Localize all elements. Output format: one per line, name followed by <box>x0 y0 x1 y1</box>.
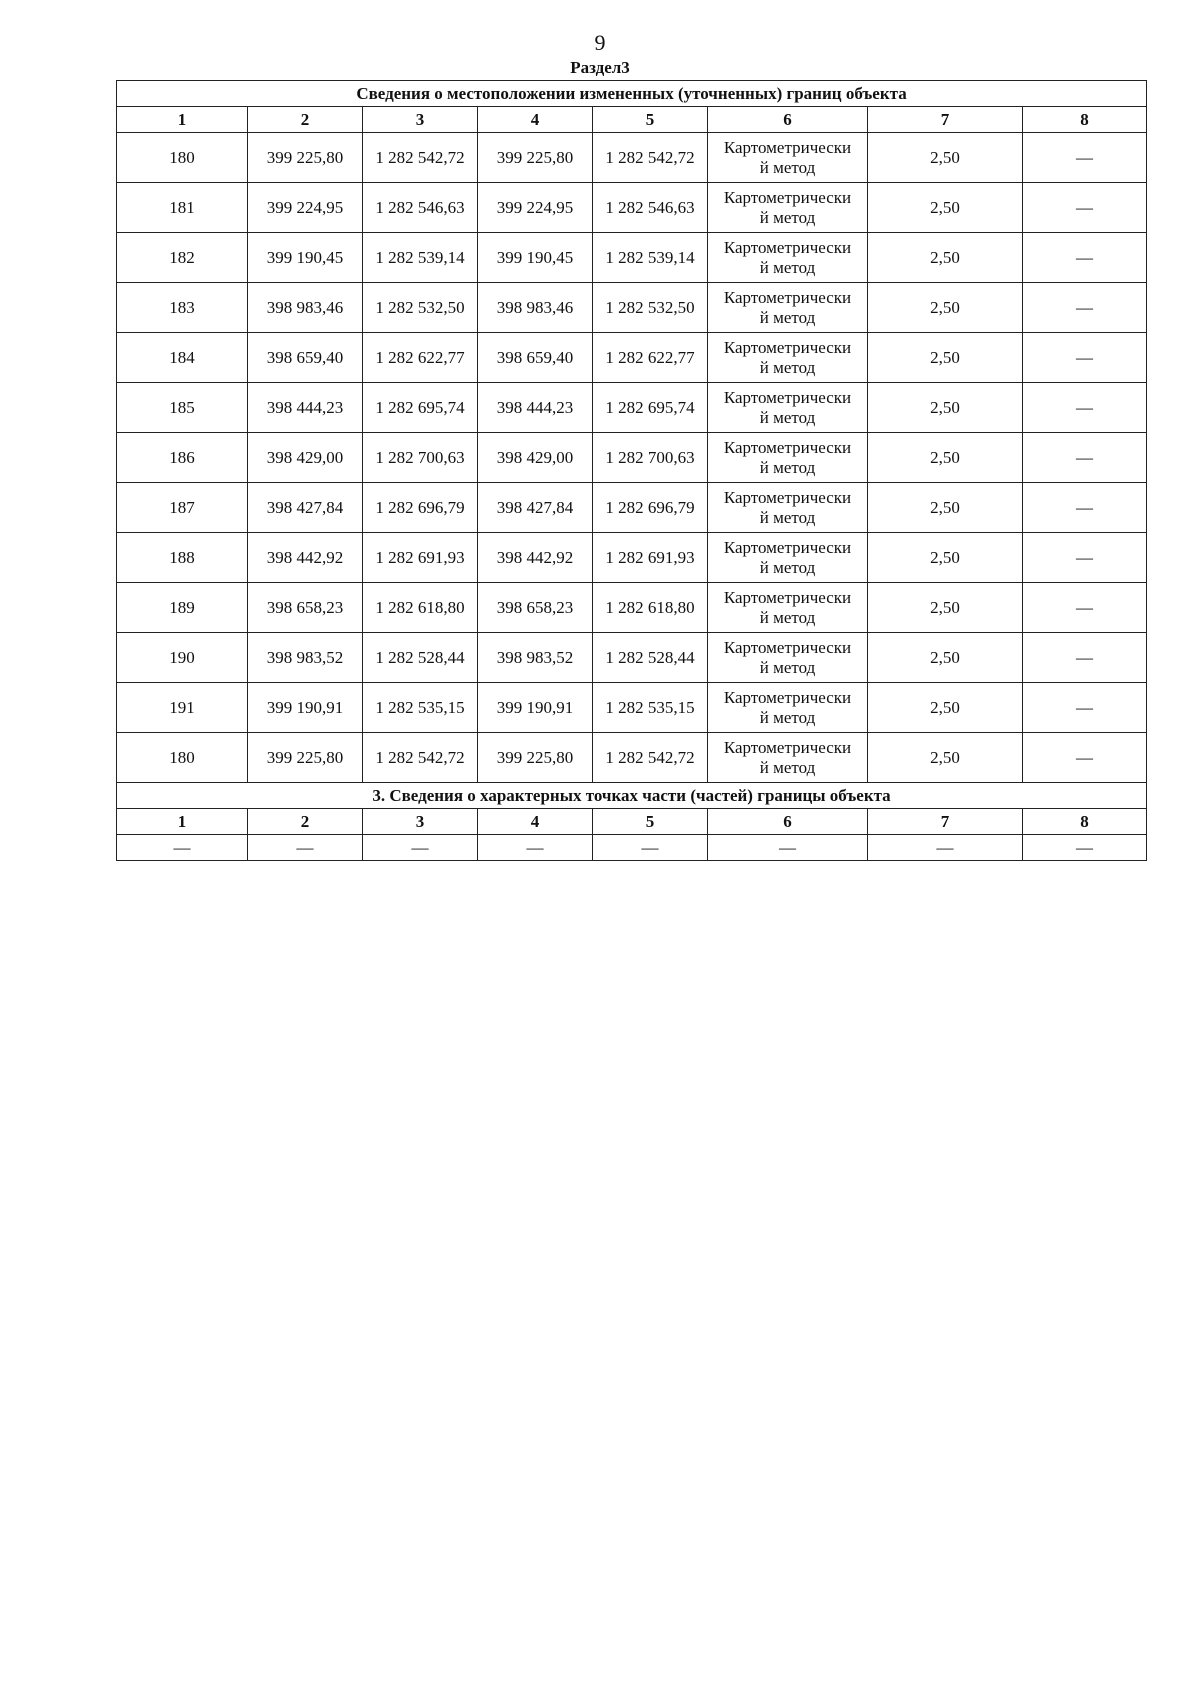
column-number: 1 <box>117 809 248 835</box>
table-row <box>117 133 1147 183</box>
description-cell: — <box>1023 633 1147 683</box>
method-cell <box>708 483 868 533</box>
accuracy-cell: 2,50 <box>868 683 1023 733</box>
method-line-2: й метод <box>759 607 816 627</box>
method-line-1: Картометрически <box>723 237 852 257</box>
description-cell: — <box>1023 133 1147 183</box>
x-existing-cell: 398 444,23 <box>248 383 363 433</box>
table-row <box>117 433 1147 483</box>
x-new-cell: 399 225,80 <box>478 133 593 183</box>
y-existing-cell: 1 282 539,14 <box>363 233 478 283</box>
column-number: 7 <box>868 107 1023 133</box>
x-existing-cell: 398 427,84 <box>248 483 363 533</box>
method-line-1: Картометрически <box>723 137 852 157</box>
y-new-cell: 1 282 546,63 <box>593 183 708 233</box>
x-existing-cell: 398 983,46 <box>248 283 363 333</box>
y-existing-cell: 1 282 696,79 <box>363 483 478 533</box>
method-line-2: й метод <box>759 207 816 227</box>
method-line-1: Картометрически <box>723 187 852 207</box>
method-line-1: Картометрически <box>723 537 852 557</box>
method-line-1: Картометрически <box>723 437 852 457</box>
x-new-cell: 399 224,95 <box>478 183 593 233</box>
column-number: 4 <box>478 809 593 835</box>
method-line-1: Картометрически <box>723 587 852 607</box>
y-new-cell: 1 282 696,79 <box>593 483 708 533</box>
column-number: 5 <box>593 809 708 835</box>
point-number-cell: 182 <box>117 233 248 283</box>
table-row <box>117 633 1147 683</box>
sub-column-number-row <box>117 809 1147 835</box>
method-line-2: й метод <box>759 407 816 427</box>
accuracy-cell: 2,50 <box>868 483 1023 533</box>
x-existing-cell: 398 442,92 <box>248 533 363 583</box>
description-cell: — <box>1023 483 1147 533</box>
column-number: 6 <box>708 809 868 835</box>
method-line-1: Картометрически <box>723 737 852 757</box>
method-line-1: Картометрически <box>723 637 852 657</box>
accuracy-cell: 2,50 <box>868 183 1023 233</box>
method-cell <box>708 183 868 233</box>
table-row <box>117 283 1147 333</box>
point-number-cell: 184 <box>117 333 248 383</box>
y-existing-cell: 1 282 542,72 <box>363 733 478 783</box>
page-number: 9 <box>594 30 606 55</box>
method-line-1: Картометрически <box>723 387 852 407</box>
column-number: 3 <box>363 809 478 835</box>
point-number-cell: 185 <box>117 383 248 433</box>
description-cell: — <box>1023 433 1147 483</box>
x-new-cell: 398 427,84 <box>478 483 593 533</box>
point-number-cell: 188 <box>117 533 248 583</box>
y-new-cell: 1 282 542,72 <box>593 133 708 183</box>
description-cell: — <box>1023 583 1147 633</box>
method-line-2: й метод <box>759 457 816 477</box>
y-new-cell: 1 282 532,50 <box>593 283 708 333</box>
coordinates-table <box>116 80 1147 861</box>
empty-cell: — <box>363 835 478 861</box>
subsection-title-row <box>117 783 1147 809</box>
description-cell: — <box>1023 183 1147 233</box>
x-new-cell: 398 444,23 <box>478 383 593 433</box>
y-existing-cell: 1 282 700,63 <box>363 433 478 483</box>
y-existing-cell: 1 282 532,50 <box>363 283 478 333</box>
x-new-cell: 398 429,00 <box>478 433 593 483</box>
table-row <box>117 835 1147 861</box>
table-row <box>117 333 1147 383</box>
x-new-cell: 399 190,45 <box>478 233 593 283</box>
method-line-2: й метод <box>759 357 816 377</box>
x-existing-cell: 399 225,80 <box>248 733 363 783</box>
y-new-cell: 1 282 691,93 <box>593 533 708 583</box>
x-new-cell: 398 983,46 <box>478 283 593 333</box>
x-existing-cell: 399 225,80 <box>248 133 363 183</box>
description-cell: — <box>1023 683 1147 733</box>
empty-cell: — <box>1023 835 1147 861</box>
x-new-cell: 398 659,40 <box>478 333 593 383</box>
y-existing-cell: 1 282 535,15 <box>363 683 478 733</box>
x-existing-cell: 399 190,45 <box>248 233 363 283</box>
empty-cell: — <box>708 835 868 861</box>
x-existing-cell: 398 983,52 <box>248 633 363 683</box>
point-number-cell: 181 <box>117 183 248 233</box>
y-new-cell: 1 282 528,44 <box>593 633 708 683</box>
method-line-2: й метод <box>759 257 816 277</box>
point-number-cell: 186 <box>117 433 248 483</box>
method-line-2: й метод <box>759 507 816 527</box>
table-row <box>117 383 1147 433</box>
x-existing-cell: 398 429,00 <box>248 433 363 483</box>
y-new-cell: 1 282 618,80 <box>593 583 708 633</box>
table-title: Сведения о местоположении измененных (уточненных) границ объекта <box>117 81 1147 107</box>
column-number: 5 <box>593 107 708 133</box>
accuracy-cell: 2,50 <box>868 733 1023 783</box>
y-existing-cell: 1 282 542,72 <box>363 133 478 183</box>
empty-cell: — <box>593 835 708 861</box>
column-number: 3 <box>363 107 478 133</box>
y-existing-cell: 1 282 691,93 <box>363 533 478 583</box>
method-line-1: Картометрически <box>723 287 852 307</box>
x-new-cell: 398 983,52 <box>478 633 593 683</box>
point-number-cell: 191 <box>117 683 248 733</box>
method-cell <box>708 633 868 683</box>
point-number-cell: 189 <box>117 583 248 633</box>
accuracy-cell: 2,50 <box>868 433 1023 483</box>
method-cell <box>708 333 868 383</box>
accuracy-cell: 2,50 <box>868 133 1023 183</box>
method-cell <box>708 133 868 183</box>
y-new-cell: 1 282 695,74 <box>593 383 708 433</box>
empty-cell: — <box>248 835 363 861</box>
y-new-cell: 1 282 700,63 <box>593 433 708 483</box>
column-number: 7 <box>868 809 1023 835</box>
method-cell <box>708 583 868 633</box>
method-line-1: Картометрически <box>723 487 852 507</box>
description-cell: — <box>1023 233 1147 283</box>
method-cell <box>708 433 868 483</box>
table-row <box>117 583 1147 633</box>
y-new-cell: 1 282 542,72 <box>593 733 708 783</box>
description-cell: — <box>1023 383 1147 433</box>
y-existing-cell: 1 282 695,74 <box>363 383 478 433</box>
x-existing-cell: 398 659,40 <box>248 333 363 383</box>
accuracy-cell: 2,50 <box>868 333 1023 383</box>
point-number-cell: 180 <box>117 733 248 783</box>
y-existing-cell: 1 282 546,63 <box>363 183 478 233</box>
method-line-2: й метод <box>759 707 816 727</box>
y-new-cell: 1 282 622,77 <box>593 333 708 383</box>
column-number: 1 <box>117 107 248 133</box>
x-new-cell: 399 225,80 <box>478 733 593 783</box>
description-cell: — <box>1023 333 1147 383</box>
method-cell <box>708 533 868 583</box>
table-row <box>117 533 1147 583</box>
method-line-2: й метод <box>759 757 816 777</box>
point-number-cell: 183 <box>117 283 248 333</box>
method-line-1: Картометрически <box>723 337 852 357</box>
table-row <box>117 183 1147 233</box>
method-cell <box>708 383 868 433</box>
table-row <box>117 483 1147 533</box>
description-cell: — <box>1023 733 1147 783</box>
table-row <box>117 733 1147 783</box>
point-number-cell: 180 <box>117 133 248 183</box>
x-existing-cell: 398 658,23 <box>248 583 363 633</box>
column-number-row <box>117 107 1147 133</box>
x-new-cell: 398 442,92 <box>478 533 593 583</box>
method-line-2: й метод <box>759 657 816 677</box>
method-cell <box>708 283 868 333</box>
description-cell: — <box>1023 533 1147 583</box>
point-number-cell: 190 <box>117 633 248 683</box>
table-row <box>117 683 1147 733</box>
y-new-cell: 1 282 539,14 <box>593 233 708 283</box>
column-number: 2 <box>248 107 363 133</box>
method-cell <box>708 683 868 733</box>
accuracy-cell: 2,50 <box>868 233 1023 283</box>
section-title: Раздел3 <box>570 58 630 77</box>
x-new-cell: 398 658,23 <box>478 583 593 633</box>
description-cell: — <box>1023 283 1147 333</box>
accuracy-cell: 2,50 <box>868 533 1023 583</box>
column-number: 6 <box>708 107 868 133</box>
column-number: 2 <box>248 809 363 835</box>
table-title-row <box>117 81 1147 107</box>
accuracy-cell: 2,50 <box>868 633 1023 683</box>
column-number: 8 <box>1023 107 1147 133</box>
method-line-2: й метод <box>759 307 816 327</box>
accuracy-cell: 2,50 <box>868 583 1023 633</box>
method-cell <box>708 233 868 283</box>
table-row <box>117 233 1147 283</box>
x-new-cell: 399 190,91 <box>478 683 593 733</box>
accuracy-cell: 2,50 <box>868 283 1023 333</box>
empty-cell: — <box>868 835 1023 861</box>
method-cell <box>708 733 868 783</box>
y-existing-cell: 1 282 528,44 <box>363 633 478 683</box>
column-number: 8 <box>1023 809 1147 835</box>
accuracy-cell: 2,50 <box>868 383 1023 433</box>
x-existing-cell: 399 190,91 <box>248 683 363 733</box>
y-existing-cell: 1 282 622,77 <box>363 333 478 383</box>
method-line-1: Картометрически <box>723 687 852 707</box>
column-number: 4 <box>478 107 593 133</box>
subsection-title: 3. Сведения о характерных точках части (частей) границы объекта <box>117 783 1147 809</box>
y-new-cell: 1 282 535,15 <box>593 683 708 733</box>
y-existing-cell: 1 282 618,80 <box>363 583 478 633</box>
empty-cell: — <box>117 835 248 861</box>
x-existing-cell: 399 224,95 <box>248 183 363 233</box>
point-number-cell: 187 <box>117 483 248 533</box>
empty-cell: — <box>478 835 593 861</box>
method-line-2: й метод <box>759 157 816 177</box>
method-line-2: й метод <box>759 557 816 577</box>
